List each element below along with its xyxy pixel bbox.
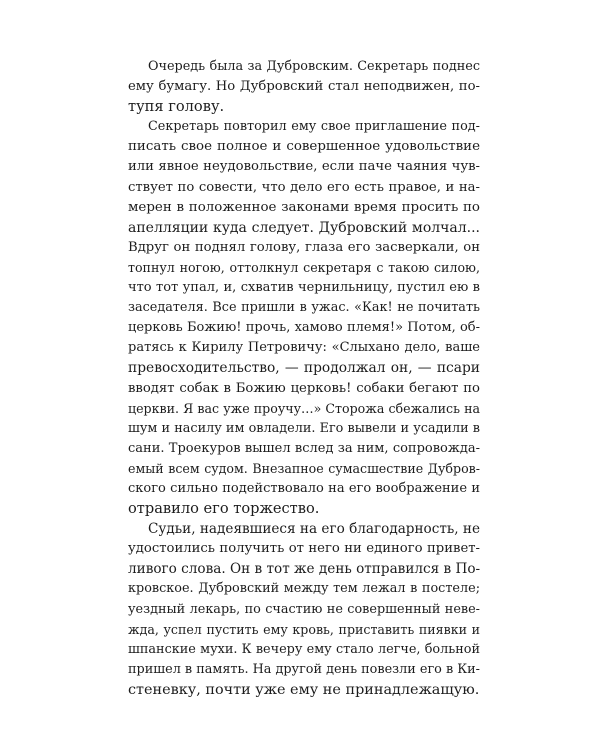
- text-line: заседателя. Все пришли в ужас. «Как! не почитать: [128, 300, 480, 316]
- text-line: писать свое полное и совершенное удовольствие: [128, 139, 480, 155]
- text-line: церковь Божию! прочь, хамово племя!» Потом, об-: [128, 320, 480, 336]
- text-line: ливого слова. Он в тот же день отправился в По-: [128, 561, 480, 578]
- text-line: удостоились получить от него ни единого привет-: [128, 541, 480, 557]
- text-line: Вдруг он поднял голову, глаза его засверкали, он: [128, 239, 480, 255]
- text-line: ему бумагу. Но Дубровский стал неподвижен, по-: [128, 79, 480, 95]
- text-line: апелляции куда следует. Дубровский молчал...: [128, 219, 480, 236]
- text-line: уездный лекарь, по счастию не совершенный неве-: [128, 601, 480, 617]
- book-page-text: [128, 57, 480, 700]
- text-line: ратясь к Кирилу Петровичу: «Слыхано дело, ваше: [128, 340, 480, 356]
- text-line: или явное неудовольствие, если паче чаяния чув-: [128, 159, 480, 175]
- text-line: мерен в положенное законами время просить по: [128, 199, 480, 215]
- text-line: превосходительство, — продолжал он, — псари: [128, 360, 480, 377]
- paragraph-1: [128, 57, 480, 117]
- text-line: Судьи, надеявшиеся на его благодарность, не: [148, 521, 480, 538]
- paragraph-3: [128, 519, 480, 700]
- text-line: жда, успел пустить ему кровь, приставить пиявки и: [128, 621, 480, 637]
- text-line: Секретарь повторил ему свое приглашение под-: [148, 119, 480, 135]
- text-line: церкви. Я вас уже проучу…» Сторожа сбежались на: [128, 400, 480, 416]
- text-line: шум и насилу им овладели. Его вывели и усадили в: [128, 420, 480, 436]
- text-line: сани. Троекуров вышел вслед за ним, сопровожда-: [128, 440, 480, 456]
- text-line: вводят собак в Божию церковь! собаки бегают по: [128, 380, 480, 396]
- text-line: кровское. Дубровский между тем лежал в постеле;: [128, 581, 480, 597]
- text-line: шпанские мухи. К вечеру ему стало легче, больной: [128, 641, 480, 657]
- text-line: что тот упал, и, схватив чернильницу, пустил ею в: [128, 280, 480, 296]
- text-line: отравило его торжество.: [128, 500, 320, 518]
- text-line: тупя голову.: [128, 98, 225, 116]
- text-line: пришел в память. На другой день повезли его в Ки-: [128, 661, 480, 677]
- text-line: Очередь была за Дубровским. Секретарь поднес: [148, 59, 480, 74]
- text-line: ствует по совести, что дело его есть правое, и на-: [128, 179, 480, 195]
- paragraph-2: [128, 117, 480, 519]
- text-line: ского сильно подействовало на его воображение и: [128, 480, 480, 496]
- text-line: топнул ногою, оттолкнул секретаря с такою силою,: [128, 259, 480, 275]
- text-line: стеневку, почти уже ему не принадлежащую.: [128, 681, 480, 698]
- text-line: емый всем судом. Внезапное сумасшествие Дубров-: [128, 460, 480, 476]
